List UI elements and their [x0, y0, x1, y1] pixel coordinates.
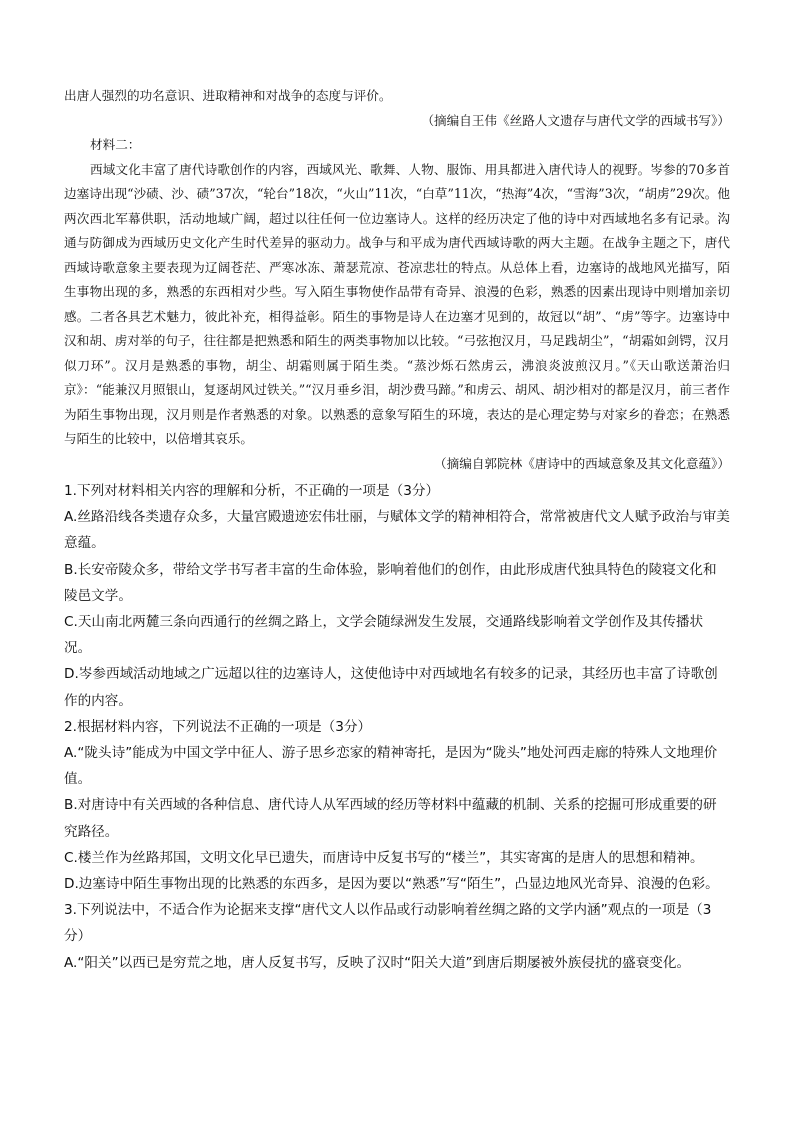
question-1-option-d: D.岑参西域活动地域之广远超以往的边塞诗人，这使他诗中对西域地名有较多的记录，其经历也丰富了诗歌创作的内容。 [64, 666, 718, 709]
question-1-stem: 1.下列对材料相关内容的理解和分析，不正确的一项是（3分） [64, 483, 440, 499]
question-2-option-d: D.边塞诗中陌生事物出现的比熟悉的东西多，是因为要以“熟悉”写“陌生”，凸显边地风光奇异、浪漫的色彩。 [64, 876, 719, 893]
question-1 [64, 478, 730, 714]
question-1-option-c: C.天山南北两麓三条向西通行的丝绸之路上，文学会随绿洲发生发展，交通路线影响着文学创作及其传播状况。 [64, 614, 704, 657]
question-2-stem: 2.根据材料内容，下列说法不正确的一项是（3分） [64, 718, 372, 735]
question-2 [64, 714, 730, 897]
question-2-option-c: C.楼兰作为丝路邦国，文明文化早已遗失，而唐诗中反复书写的“楼兰”，其实寄寓的是唐人的思想和精神。 [64, 849, 704, 866]
material2-body: 西域文化丰富了唐代诗歌创作的内容，西域风光、歌舞、人物、服饰、用具都进入唐代诗人的视野。岑参的70多首边塞诗出现“沙碛、沙、碛”37次，“轮台”18次，“火山”11次，“白草”11次，“热海”4次，“雪海”3次，“胡虏”29次。他两次西北军幕供职，活动地域广阔，超过以往任何一位边塞诗人。这样的经历决定了他的诗中对西域地名多有记录。沟通与防御成为西域历史文化产生时代差异的驱动力。战争与和平成为唐代西域诗歌的两大主题。在战争主题之下，唐代西域诗歌意象主要表现为辽阔苍茫、严寒冰冻、萧瑟荒凉、苍凉悲壮的特点。从总体上看，边塞诗的战地风光描写，陌生事物出现的多，熟悉的东西相对少些。写入陌生事物使作品带有奇异、浪漫的色彩，熟悉的因素出现诗中则增加亲切感。二者各具艺术魅力，彼此补充，相得益彰。陌生的事物是诗人在边塞才见到的，故冠以“胡”、“虏”等字。边塞诗中汉和胡、虏对举的句子，往往都是把熟悉和陌生的两类事物加以比较。“弓弦抱汉月，马足践胡尘”，“胡霜如剑锷，汉月似刀环”。汉月是熟悉的事物，胡尘、胡霜则属于陌生类。“蒸沙烁石然虏云，沸浪炎波煎汉月。”《天山歌送萧治归京》：“能兼汉月照银山，复逐胡风过铁关。”“汉月垂乡泪，胡沙费马蹄。”和虏云、胡风、胡沙相对的都是汉月，前三者作为陌生事物出现，汉月则是作者熟悉的对象。以熟悉的意象写陌生的环境，表达的是心理定势与对家乡的眷恋；在熟悉与陌生的比较中，以倍增其哀乐。 [64, 161, 730, 446]
citation-2: （摘编自郭院林《唐诗中的西域意象及其文化意蕴》） [434, 455, 730, 471]
material2-heading: 材料二： [90, 137, 141, 152]
question-3-stem: 3.下列说法中，不适合作为论据来支撑“唐代文人以作品或行动影响着丝绸之路的文学内涵”观点的一项是（3分） [64, 902, 712, 945]
question-1-option-b: B.长安帝陵众多，带给文学书写者丰富的生命体验，影响着他们的创作，由此形成唐代独具特色的陵寝文化和陵邑文学。 [64, 561, 717, 604]
question-1-option-a: A.丝路沿线各类遗存众多，大量宫殿遗迹宏伟壮丽，与赋体文学的精神相符合，常常被唐代文人赋予政治与审美意蕴。 [64, 509, 730, 552]
question-2-option-b: B.对唐诗中有关西域的各种信息、唐代诗人从军西域的经历等材料中蕴藏的机制、关系的挖掘可形成重要的研究路径。 [64, 797, 717, 840]
material1-tail: 出唐人强烈的功名意识、进取精神和对战争的态度与评价。 [64, 88, 392, 103]
question-3 [64, 897, 730, 976]
citation-1: （摘编自王伟《丝路人文遗存与唐代文学的西域书写》） [421, 112, 730, 128]
question-2-option-a: A.“陇头诗”能成为中国文学中征人、游子思乡恋家的精神寄托，是因为“陇头”地处河西走廊的特殊人文地理价值。 [64, 745, 718, 788]
question-3-option-a: A.“阳关”以西已是穷荒之地，唐人反复书写，反映了汉时“阳关大道”到唐后期屡被外族侵扰的盛衰变化。 [64, 954, 691, 971]
exam-page [64, 84, 730, 976]
